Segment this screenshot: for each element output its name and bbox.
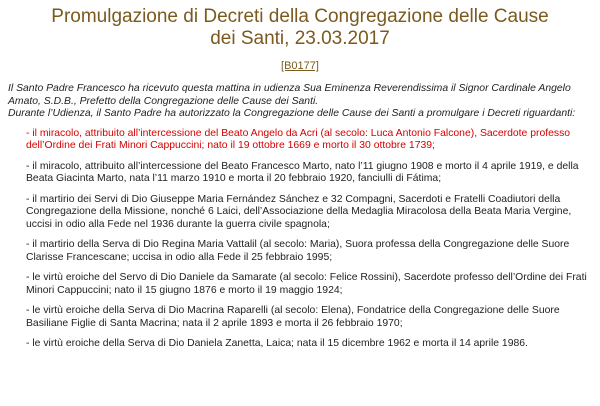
decree-item-3: - il martirio dei Servi di Dio Giuseppe Maria Fernández Sánchez e 32 Compagni, Sacerdoti e Fratelli Coadiutori della Congregazione della Missione, nonché 6 Laici, dell’Associazione della Medaglia Miracolosa della Beata Maria Vergine, uccisi in odio alla Fede nel 1936 durante la guerra civile spagnola; [26,193,572,230]
intro-line-1: Il Santo Padre Francesco ha ricevuto questa mattina in udienza Sua Eminenza Reverendissima il Signor Cardinale Angelo Amato, S.D.B., Prefetto della Congregazione delle Cause dei Santi. [8,83,571,107]
decree-item-2: - il miracolo, attribuito all’intercessione del Beato Francesco Marto, nato l’11 giugno 1908 e morto il 4 aprile 1919, e della Beata Giacinta Marto, nata l’11 marzo 1910 e morta il 20 febbraio 1920, fanciulli di Fátima; [26,160,579,184]
decree-item-7: - le virtù eroiche della Serva di Dio Daniela Zanetta, Laica; nata il 15 dicembre 1962 e morta il 14 aprile 1986. [26,338,528,349]
decree-list [26,128,592,351]
intro-line-2: Durante l’Udienza, il Santo Padre ha autorizzato la Congregazione delle Cause dei Santi a promulgare i Decreti riguardanti: [8,108,576,119]
bulletin-code [0,60,600,72]
bulletin-code-link[interactable]: [B0177] [281,60,319,72]
decree-item-5: - le virtù eroiche del Servo di Dio Daniele da Samarate (al secolo: Felice Rossini), Sacerdote professo dell’Ordine dei Frati Minori Cappuccini; nato il 15 giugno 1876 e morto il 19 maggio 1924; [26,272,587,296]
decree-item-1: - il miracolo, attribuito all’intercessione del Beato Angelo da Acri (al secolo: Luca Antonio Falcone), Sacerdote professo dell’Ordine dei Frati Minori Cappuccini; nato il 19 ottobre 1669 e morto il 30 ottobre 1739; [26,127,571,151]
decree-item-4: - il martirio della Serva di Dio Regina Maria Vattalil (al secolo: Maria), Suora professa della Congregazione delle Suore Clarisse Francescane; uccisa in odio alla Fede il 25 febbraio 1995; [26,239,570,263]
decree-item-6: - le virtù eroiche della Serva di Dio Macrina Raparelli (al secolo: Elena), Fondatrice della Congregazione delle Suore Basiliane Figlie di Santa Macrina; nata il 2 aprile 1893 e morta il 26 febbraio 1970; [26,305,560,329]
page-title: Promulgazione di Decreti della Congregazione delle Cause dei Santi, 23.03.2017 [51,6,549,49]
intro-text [8,83,592,121]
